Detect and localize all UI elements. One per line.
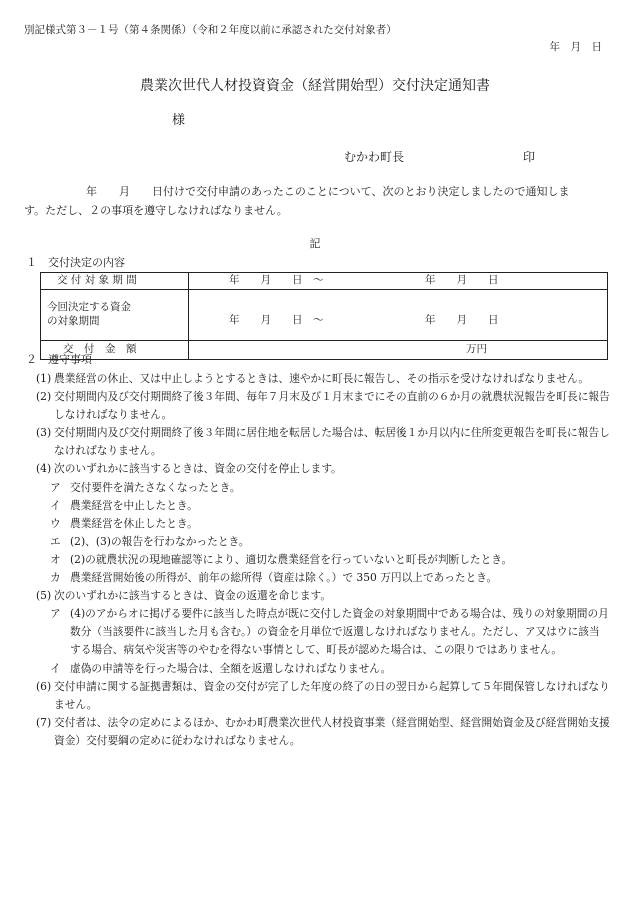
intro-line-2: す。ただし、２の事項を遵守しなければなりません。 xyxy=(24,204,288,217)
section1-heading: １ 交付決定の内容 xyxy=(26,256,125,269)
list-item: (6) 交付申請に関する証拠書類は、資金の交付が完了した年度の終了の日の翌日から起算して５年間保管しなければなりません。 xyxy=(36,679,610,711)
sub-item: カ 農業経営開始後の所得が、前年の総所得（資産は除く。）で 350 万円以上であったとき。 xyxy=(50,571,498,585)
table-row xyxy=(41,273,608,290)
intro-paragraph xyxy=(24,182,610,220)
sub-item: オ (2)の就農状況の現地確認等により、適切な農業経営を行っていないと町長が判断したとき。 xyxy=(50,552,513,566)
amount-unit: 万円 xyxy=(466,343,487,356)
sub-item: イ 虚偽の申請等を行った場合は、全額を返還しなければなりません。 xyxy=(50,661,392,675)
row-value xyxy=(189,341,608,360)
intro-line-1: 年 月 日付けで交付申請のあったこのことについて、次のとおり決定しましたので通知しま xyxy=(86,185,570,198)
sub-item: イ 農業経営を中止したとき。 xyxy=(50,498,198,512)
row-label: 今回決定する資金 の対象期間 xyxy=(41,290,189,341)
sub-item: ア 交付要件を満たさなくなったとき。 xyxy=(50,480,241,494)
row-value: 年 月 日 ～ 年 月 日 xyxy=(189,290,608,341)
list-item: (5) 次のいずれかに該当するときは、資金の返還を命じます。 xyxy=(36,589,332,603)
list-item: (2) 交付期間内及び交付期間終了後３年間、毎年７月末及び１月末までにその直前の６か月の就農状況報告を町長に報告しなければなりません。 xyxy=(36,390,610,422)
issuer-name: むかわ町長 xyxy=(344,150,405,164)
list-item: (1) 農業経営の休止、又は中止しようとするときは、速やかに町長に報告し、その指示を受けなければなりません。 xyxy=(36,372,590,385)
list-item: (7) 交付者は、法令の定めによるほか、むかわ町農業次世代人材投資事業（経営開始型、経営開始資金及び経営開始支援資金）交付要綱の定めに従わなければなりません。 xyxy=(36,715,610,747)
section2-heading: ２ 遵守事項 xyxy=(26,353,92,366)
addressee: 様 xyxy=(172,113,186,128)
sub-item: ウ 農業経営を休止したとき。 xyxy=(50,516,198,530)
issuer-seal: 印 xyxy=(523,150,536,164)
table-row xyxy=(41,341,608,360)
row-label: 交 付 対 象 期 間 xyxy=(41,273,189,290)
document-title: 農業次世代人材投資資金（経営開始型）交付決定通知書 xyxy=(140,78,490,94)
compliance-list xyxy=(38,370,610,750)
form-number: 別記様式第３－１号（第４条関係）（令和２年度以前に承認された交付対象者） xyxy=(24,24,397,36)
list-item: (4) 次のいずれかに該当するときは、資金の交付を停止します。 xyxy=(36,462,342,476)
row-value: 年 月 日 ～ 年 月 日 xyxy=(189,273,608,290)
grant-table xyxy=(40,272,608,360)
date-line: 年 月 日 xyxy=(549,41,602,53)
ki-mark: 記 xyxy=(309,237,321,250)
row-label: 交 付 金 額 xyxy=(41,341,189,360)
sub-item: ア (4)のアからオに掲げる要件に該当した時点が既に交付した資金の対象期間中である場合は、残りの対象期間の月数分（当該要件に該当した月も含む。）の資金を月単位で返還しなければなりません。ただし、ア又はウに該当する場合、病気や災害等のやむを得ない事情として、町長が認めた場合は、この限りではありません。 xyxy=(50,607,609,657)
list-item: (3) 交付期間内及び交付期間終了後３年間に居住地を転居した場合は、転居後１か月以内に住所変更報告を町長に報告しなければなりません。 xyxy=(36,426,610,458)
table-row xyxy=(41,290,608,341)
sub-item: エ (2)、(3)の報告を行わなかったとき。 xyxy=(50,534,250,548)
